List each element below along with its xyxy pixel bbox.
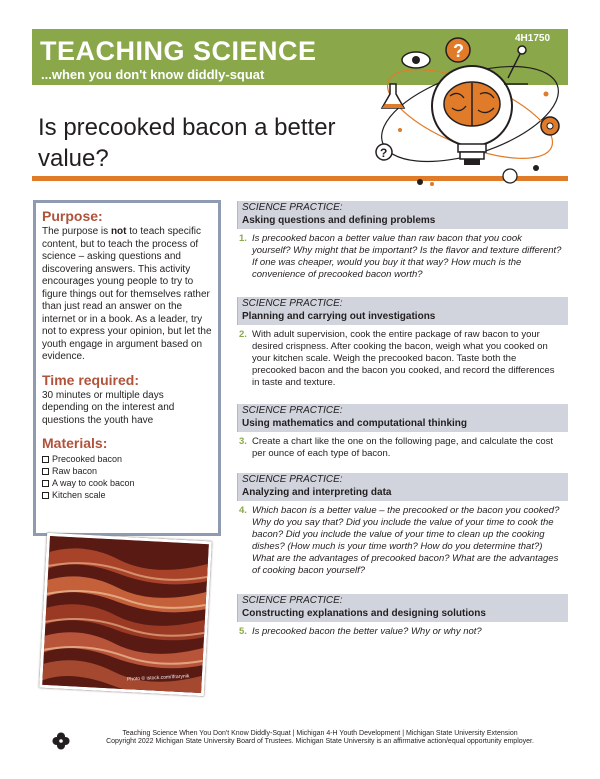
practice-title: Asking questions and defining problems: [242, 215, 436, 226]
practice-question: 1. Is precooked bacon a better value than raw bacon that you cook yourself? Why might that be important? Is the flavor and texture different? If one was cheaper, would you buy it that way? How much is the convenience of precooked bacon worth?: [239, 233, 562, 280]
checkbox-icon: [42, 480, 49, 487]
flask-icon: [382, 84, 404, 108]
practice-title: Analyzing and interpreting data: [242, 487, 392, 498]
practice-title: Planning and carrying out investigations: [242, 311, 436, 322]
list-item: Kitchen scale: [42, 489, 212, 501]
practice-title: Constructing explanations and designing solutions: [242, 608, 486, 619]
practice-header: [237, 297, 568, 325]
practice-label: SCIENCE PRACTICE:: [242, 405, 343, 416]
practice-label: SCIENCE PRACTICE:: [242, 202, 343, 213]
purpose-heading: Purpose:: [42, 208, 103, 224]
publication-code: 4H1750: [515, 33, 551, 44]
checkbox-icon: [42, 492, 49, 499]
practice-header: [237, 404, 568, 432]
photo-credit: Photo © istock.com/Ifrarynik: [126, 673, 190, 683]
svg-text:?: ?: [453, 41, 464, 61]
practice-1: [237, 201, 568, 281]
practice-3: [237, 404, 568, 460]
materials-list: [42, 453, 212, 501]
practice-header: [237, 473, 568, 501]
purpose-emphasis: not: [110, 226, 127, 237]
question-mark-icon: [446, 38, 470, 62]
practice-question: 2. With adult supervision, cook the entire package of raw bacon to your desired crispness. After cooking the bacon, weigh what you cooked on your kitchen scale. Weigh the precooked bacon. Taste both the precooked bacon and the bacon you cooked, and record the differences in taste and texture.: [239, 329, 555, 388]
practice-question: 4. Which bacon is a better value – the precooked or the bacon you cooked? Why do you say that? Did you include the value of your time to cook the bacon? Did you include the value of your time to clean up the cooking dishes? (How much is your time worth? How do you determine that?) What are the advantages of precooked bacon? What are the advantages of cooking bacon yourself?: [239, 505, 560, 576]
materials-heading: Materials:: [42, 435, 108, 451]
sidebar-box: [33, 200, 221, 536]
brain-lightbulb-icon: [360, 34, 568, 190]
page-title: Is precooked bacon a better value?: [38, 114, 336, 172]
list-item: A way to cook bacon: [42, 477, 212, 489]
practice-title: Using mathematics and computational thinking: [242, 418, 468, 429]
practice-5: [237, 594, 568, 638]
bacon-photo: [39, 533, 212, 696]
practice-2: [237, 297, 568, 389]
gear-icon: [541, 117, 559, 135]
checkbox-icon: [42, 468, 49, 475]
practice-question: 5. Is precooked bacon the better value? Why or why not?: [239, 626, 482, 637]
microscope-icon: [504, 46, 528, 84]
time-text: 30 minutes or multiple days depending on the interest and questions the youth have: [42, 389, 175, 426]
list-item: Raw bacon: [42, 465, 212, 477]
practice-header: [237, 594, 568, 622]
footer: [60, 730, 580, 745]
list-item: Precooked bacon: [42, 453, 212, 465]
footer-credits: Teaching Science When You Don't Know Diddly-Squat | Michigan 4-H Youth Development | Michigan State University Extension: [122, 730, 518, 737]
practice-4: [237, 473, 568, 577]
practice-label: SCIENCE PRACTICE:: [242, 595, 343, 606]
practice-question: 3. Create a chart like the one on the following page, and calculate the cost per ounce of each type of bacon.: [239, 436, 554, 459]
series-subtitle: ...when you don't know diddly-squat: [41, 67, 265, 82]
practice-header: [237, 201, 568, 229]
purpose-text: The purpose is not to teach specific content, but to teach the process of science – asking questions and discovering answers. This activity encourages young people to try to figure things out for themselves rather than just read an answer on the internet or in a book. As a leader, try not to express your opinion, but let the youth engage in argument based on evidence.: [42, 226, 212, 362]
svg-text:?: ?: [380, 146, 388, 160]
practice-label: SCIENCE PRACTICE:: [242, 474, 343, 485]
practice-label: SCIENCE PRACTICE:: [242, 298, 343, 309]
footer-copyright: Copyright 2022 Michigan State University Board of Trustees. Michigan State University is an affirmative action/equal opportunity employer.: [106, 738, 534, 745]
time-heading: Time required:: [42, 371, 139, 388]
checkbox-icon: [42, 456, 49, 463]
eye-icon: [402, 52, 430, 68]
series-title: TEACHING SCIENCE: [40, 36, 317, 66]
